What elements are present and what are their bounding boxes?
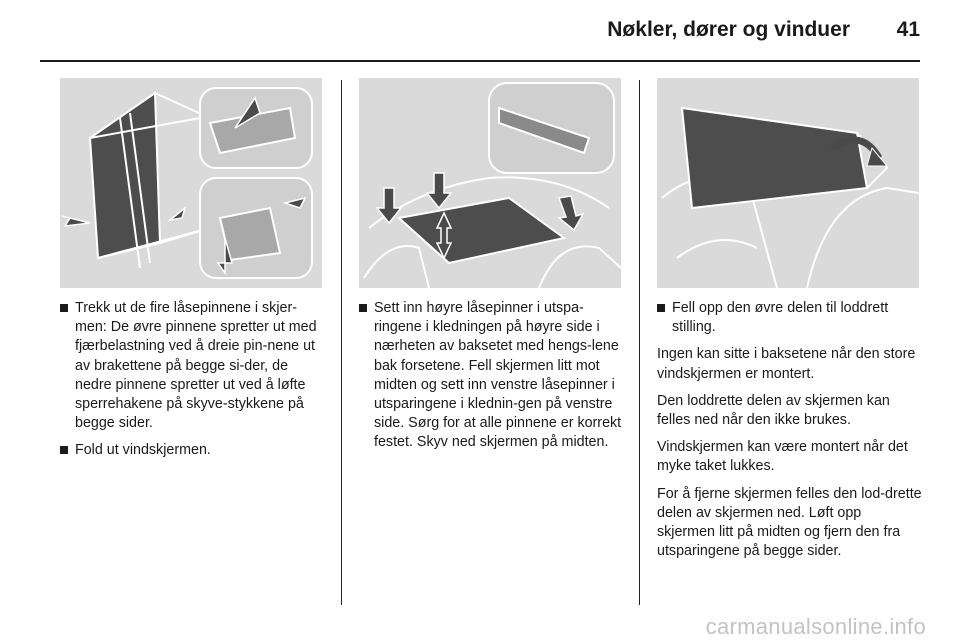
bullet-square-icon: [60, 446, 68, 454]
bullet-square-icon: [359, 304, 367, 312]
page-number: 41: [896, 18, 920, 41]
watermark-text: carmanualsonline.info: [705, 614, 926, 639]
wind-deflector-locking-pins-illustration: [60, 78, 322, 288]
column-divider: [639, 80, 640, 605]
bullet-square-icon: [60, 304, 68, 312]
wind-deflector-installation-illustration: [359, 78, 621, 288]
body-paragraph: Vindskjermen kan være montert når det myke taket lukkes.: [657, 439, 908, 475]
column-text: [359, 299, 624, 461]
body-paragraph: For å fjerne skjermen felles den lod-drette delen av skjermen ned. Løft opp skjermen litt på midten og fjern den fra utsparingene på begge sider.: [657, 485, 922, 560]
instruction-list: [359, 299, 624, 453]
column-divider: [341, 80, 342, 605]
body-paragraph: Den loddrette delen av skjermen kan felles ned når den ikke brukes.: [657, 392, 890, 429]
list-item: Sett inn høyre låsepinner i utspa-ringene i kledningen på høyre side i nærheten av baksetet med hengs-lene bak forsetene. Fell skjermen litt mot midten og sett inn venstre låsepinner i utsparingene i klednin-gen på venstre side. Sørg for at alle pinnene er korrekt festet. Skyv ned skjermen på midten.: [359, 299, 624, 453]
instruction-list: [657, 299, 922, 337]
list-item: Fold ut vindskjermen.: [60, 441, 325, 460]
list-item: Trekk ut de fire låsepinnene i skjer-men: De øvre pinnene spretter ut med fjærbelastning ved å dreie pin-nene ut av brakettene på begge si-der, de nedre pinnene spretter ut ved å løfte sperrehakene på skyve-stykkene på begge sider.: [60, 299, 325, 433]
list-item: Fell opp den øvre delen til loddrett stilling.: [657, 299, 922, 337]
header-divider: [40, 60, 920, 62]
instruction-list: [60, 299, 325, 461]
body-paragraph: Ingen kan sitte i baksetene når den store vindskjermen er montert.: [657, 346, 916, 382]
wind-deflector-fold-up-illustration: [657, 78, 919, 288]
column-text: [657, 299, 922, 569]
bullet-square-icon: [657, 304, 665, 312]
page-header-title: Nøkler, dører og vinduer: [607, 18, 850, 41]
column-text: [60, 299, 325, 469]
